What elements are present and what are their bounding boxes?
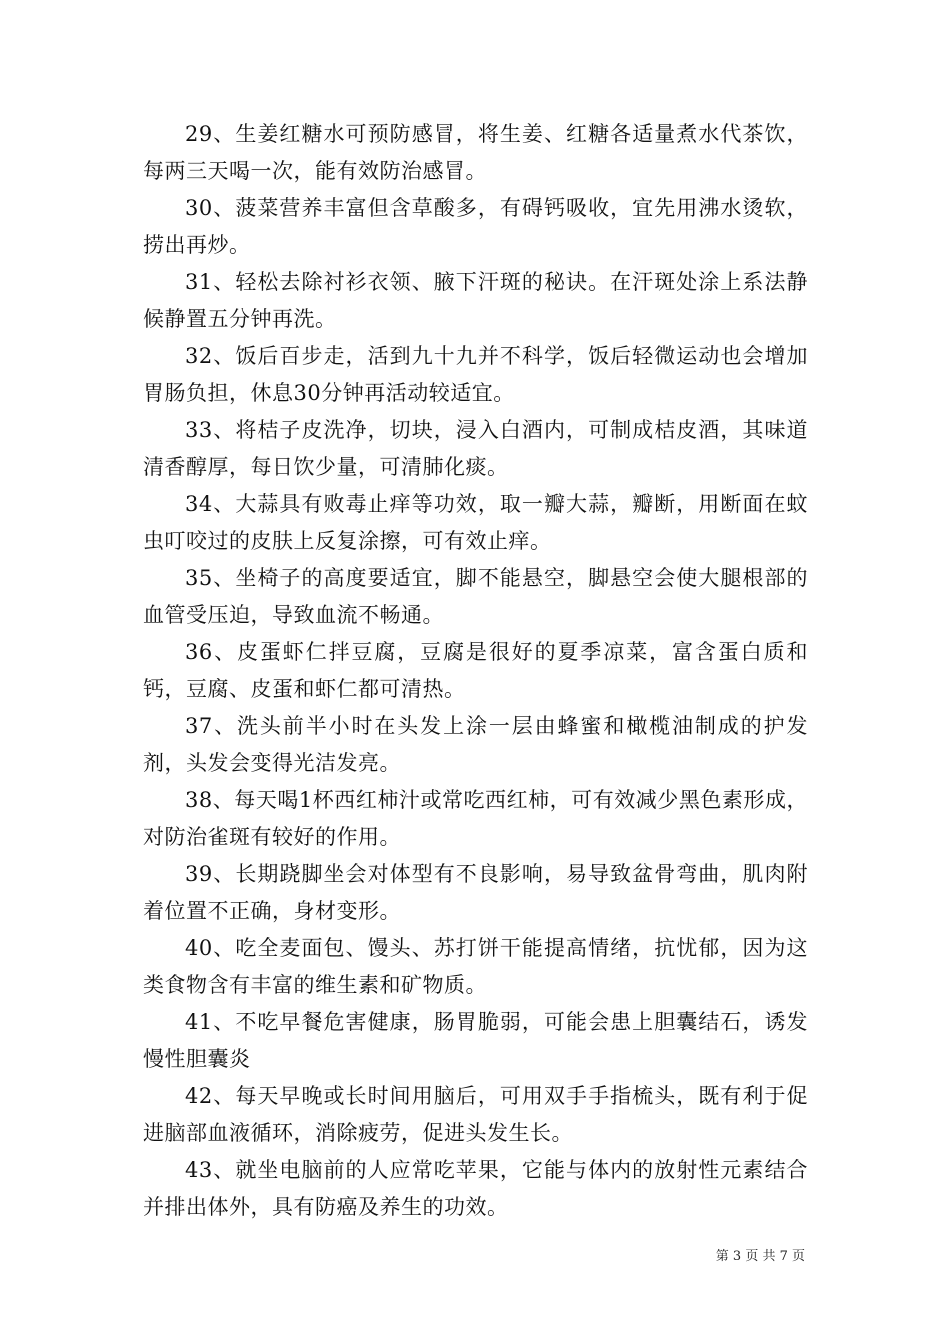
- page-number-footer: 第 3 页 共 7 页: [715, 1249, 805, 1264]
- paragraph-37: 37、洗头前半小时在头发上涂一层由蜂蜜和橄榄油制成的护发剂，头发会变得光洁发亮。: [143, 714, 808, 775]
- paragraph-30: 30、菠菜营养丰富但含草酸多，有碍钙吸收，宜先用沸水烫软，捞出再炒。: [143, 196, 808, 257]
- paragraph-42: 42、每天早晚或长时间用脑后，可用双手手指梳头，既有利于促进脑部血液循环，消除疲劳，促进头发生长。: [143, 1084, 808, 1145]
- paragraph-32: 32、饭后百步走，活到九十九并不科学，饭后轻微运动也会增加胃肠负担，休息30分钟再活动较适宜。: [143, 344, 808, 405]
- paragraph-39: 39、长期跷脚坐会对体型有不良影响，易导致盆骨弯曲，肌肉附着位置不正确，身材变形。: [143, 862, 808, 923]
- paragraph-31: 31、轻松去除衬衫衣领、腋下汗斑的秘诀。在汗斑处涂上系法静候静置五分钟再洗。: [143, 270, 808, 331]
- document-body: [143, 116, 808, 1226]
- paragraph-41: 41、不吃早餐危害健康，肠胃脆弱，可能会患上胆囊结石，诱发慢性胆囊炎: [143, 1010, 808, 1071]
- paragraph-40: 40、吃全麦面包、馒头、苏打饼干能提高情绪，抗忧郁，因为这类食物含有丰富的维生素和矿物质。: [143, 936, 808, 997]
- paragraph-38: 38、每天喝1杯西红柿汁或常吃西红柿，可有效减少黑色素形成，对防治雀斑有较好的作用。: [143, 788, 808, 849]
- paragraph-34: 34、大蒜具有败毒止痒等功效，取一瓣大蒜，瓣断，用断面在蚊虫叮咬过的皮肤上反复涂擦，可有效止痒。: [143, 492, 808, 553]
- paragraph-33: 33、将桔子皮洗净，切块，浸入白酒内，可制成桔皮酒，其味道清香醇厚，每日饮少量，可清肺化痰。: [143, 418, 808, 479]
- paragraph-36: 36、皮蛋虾仁拌豆腐，豆腐是很好的夏季凉菜，富含蛋白质和钙，豆腐、皮蛋和虾仁都可清热。: [143, 640, 808, 701]
- paragraph-35: 35、坐椅子的高度要适宜，脚不能悬空，脚悬空会使大腿根部的血管受压迫，导致血流不畅通。: [143, 566, 808, 627]
- paragraph-43: 43、就坐电脑前的人应常吃苹果，它能与体内的放射性元素结合并排出体外，具有防癌及养生的功效。: [143, 1158, 808, 1219]
- paragraph-29: 29、生姜红糖水可预防感冒，将生姜、红糖各适量煮水代茶饮，每两三天喝一次，能有效防治感冒。: [143, 122, 808, 183]
